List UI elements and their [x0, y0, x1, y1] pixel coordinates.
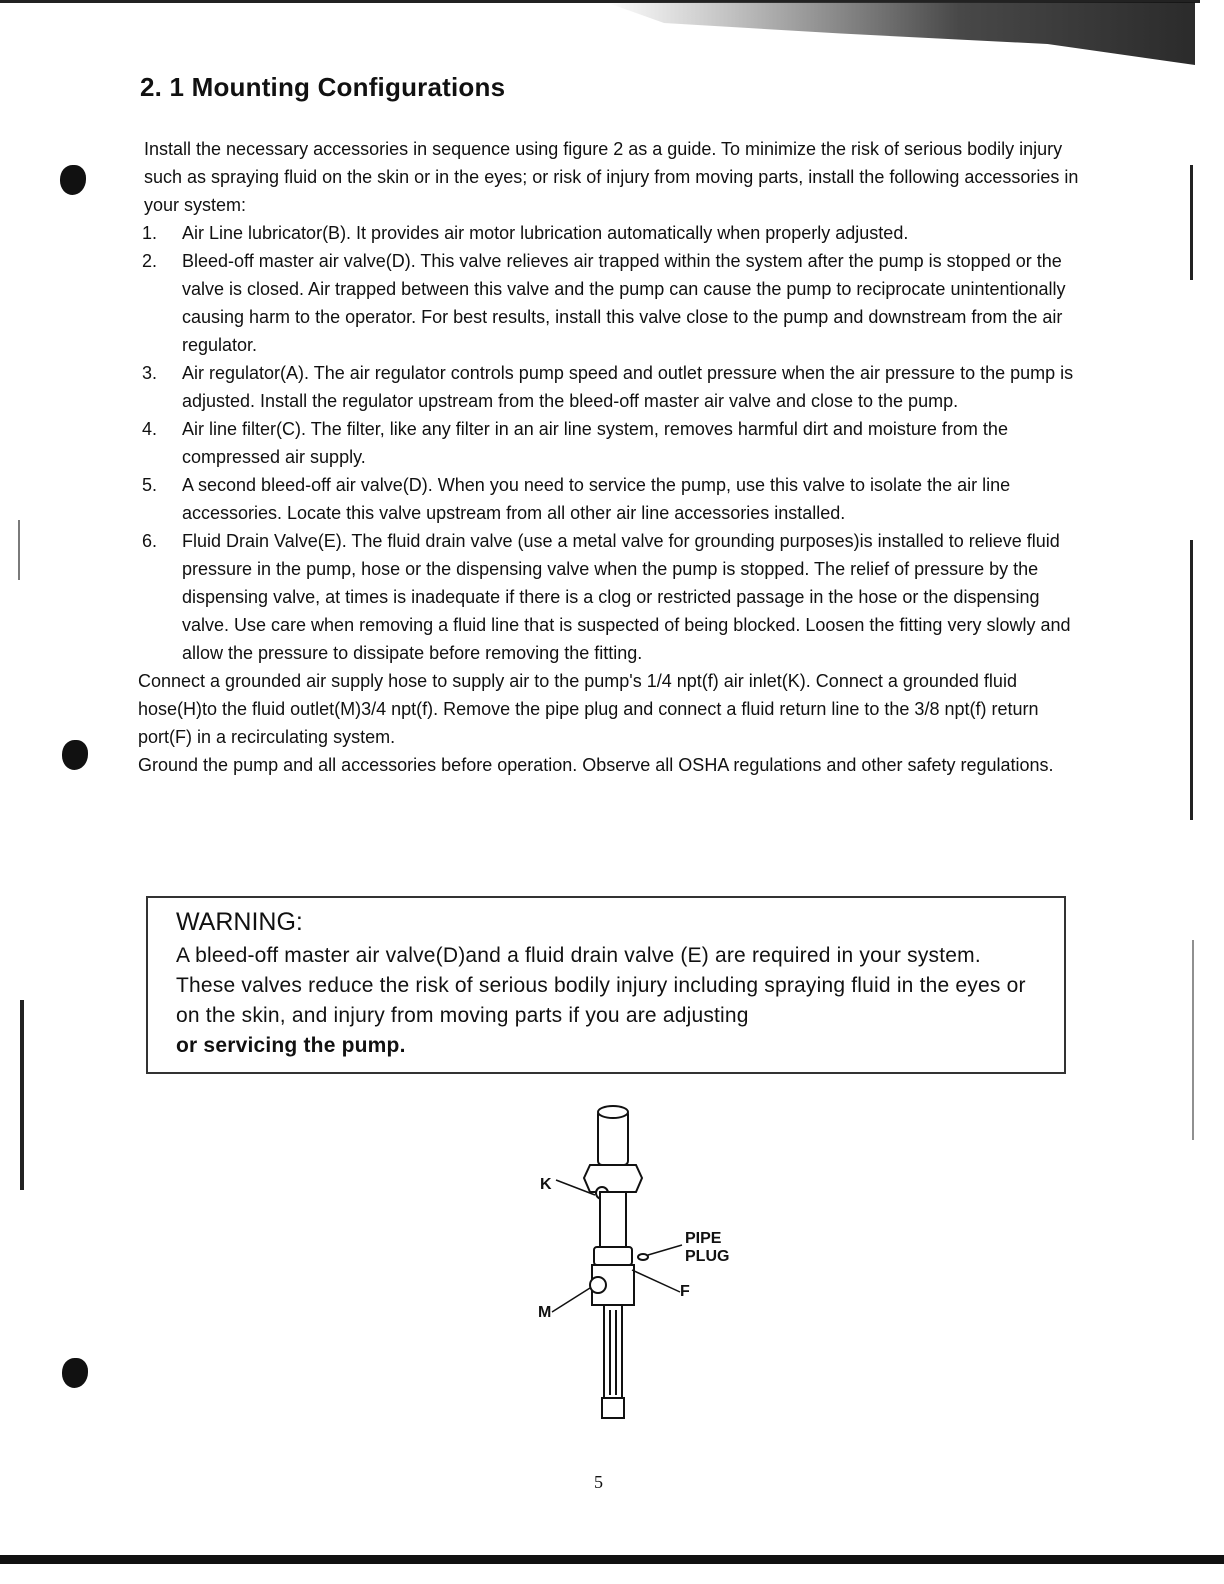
warning-text	[176, 941, 1040, 1061]
left-edge-mark	[18, 520, 20, 580]
callout-f: F	[680, 1283, 690, 1300]
binder-hole-mark	[60, 165, 86, 195]
scan-shadow-artifact	[605, 2, 1195, 72]
warning-text-main: A bleed-off master air valve(D)and a fluid drain valve (E) are required in your system. These valves reduce the risk of serious bodily injury including spraying fluid in the eyes or on the skin, and injury from moving parts if you are adjusting	[176, 944, 1026, 1027]
page-number: 5	[594, 1472, 603, 1492]
connect-paragraph: Connect a grounded air supply hose to supply air to the pump's 1/4 npt(f) air inlet(K). Connect a grounded fluid hose(H)to the fluid outlet(M)3/4 npt(f). Remove the pipe plug and connect a fluid return line to the 3/8 npt(f) return port(F) in a recirculating system.	[138, 671, 1039, 747]
list-item	[138, 247, 1088, 359]
warning-text-end: or servicing the pump.	[176, 1034, 406, 1057]
list-item-text: A second bleed-off air valve(D). When you need to service the pump, use this valve to isolate the air line accessories. Locate this valve upstream from all other air line accessories installed.	[182, 475, 1011, 523]
callout-line-f	[632, 1270, 680, 1292]
list-item	[138, 359, 1088, 415]
list-item-number: 5.	[142, 475, 158, 495]
list-item-number: 6.	[142, 531, 158, 551]
binder-hole-mark	[62, 1358, 88, 1388]
pipe-plug-part	[638, 1254, 648, 1260]
warning-title: WARNING:	[176, 908, 303, 936]
binder-hole-mark	[62, 740, 88, 770]
body-text	[138, 135, 1088, 779]
list-item-number: 3.	[142, 363, 158, 383]
callout-plug: PLUG	[685, 1248, 730, 1265]
pump-top-cap	[598, 1106, 628, 1118]
warning-box	[146, 896, 1066, 1074]
callout-k: K	[540, 1176, 552, 1193]
right-edge-mark	[1190, 540, 1193, 820]
pump-collar	[594, 1247, 632, 1265]
callout-line-plug	[648, 1245, 682, 1255]
list-item-number: 1.	[142, 223, 158, 243]
ground-paragraph: Ground the pump and all accessories before operation. Observe all OSHA regulations and other safety regulations.	[138, 755, 1054, 775]
callout-line-m	[552, 1288, 590, 1312]
pump-foot	[602, 1398, 624, 1418]
list-item	[138, 219, 1088, 247]
list-item-number: 2.	[142, 251, 158, 271]
pump-figure	[520, 1100, 780, 1440]
accessory-list	[138, 219, 1088, 667]
page-title: 2. 1 Mounting Configurations	[140, 72, 506, 102]
pump-nut	[584, 1165, 642, 1192]
pump-body-upper	[600, 1192, 626, 1247]
list-item-text: Air line filter(C). The filter, like any filter in an air line system, removes harmful dirt and moisture from the compressed air supply.	[182, 419, 1008, 467]
callout-m: M	[538, 1304, 552, 1321]
fluid-outlet-port	[590, 1277, 606, 1293]
list-item-text: Air Line lubricator(B). It provides air motor lubrication automatically when properly adjusted.	[182, 223, 909, 243]
left-edge-mark	[20, 1000, 24, 1190]
list-item-text: Fluid Drain Valve(E). The fluid drain valve (use a metal valve for grounding purposes)is installed to relieve fluid pressure in the pump, hose or the dispensing valve when the pump is stopped. The relief of pressure by the dispensing valve, at times is inadequate if there is a clog or restricted passage in the hose or the dispensing valve. Use care when removing a fluid line that is suspected of being blocked. Loosen the fitting very slowly and allow the pressure to dissipate before removing the fitting.	[182, 531, 1071, 663]
list-item-text: Air regulator(A). The air regulator controls pump speed and outlet pressure when the air pressure to the pump is adjusted. Install the regulator upstream from the bleed-off master air valve and close to the pump.	[182, 363, 1074, 411]
list-item-text: Bleed-off master air valve(D). This valve relieves air trapped within the system after the pump is stopped or the valve is closed. Air trapped between this valve and the pump can cause the pump to reciprocate unintentionally causing harm to the operator. For best results, install this valve close to the pump and downstream from the air regulator.	[182, 251, 1066, 355]
list-item	[138, 471, 1088, 527]
bottom-edge-rule	[0, 1555, 1224, 1564]
right-edge-mark	[1192, 940, 1194, 1140]
pump-tube	[604, 1305, 622, 1400]
list-item	[138, 527, 1088, 667]
list-item	[138, 415, 1088, 471]
list-item-number: 4.	[142, 419, 158, 439]
pump-illustration	[520, 1100, 780, 1440]
intro-paragraph: Install the necessary accessories in sequence using figure 2 as a guide. To minimize the risk of serious bodily injury such as spraying fluid on the skin or in the eyes; or risk of injury from moving parts, install the following accessories in your system:	[144, 139, 1079, 215]
right-edge-mark	[1190, 165, 1193, 280]
callout-pipe: PIPE	[685, 1230, 722, 1247]
